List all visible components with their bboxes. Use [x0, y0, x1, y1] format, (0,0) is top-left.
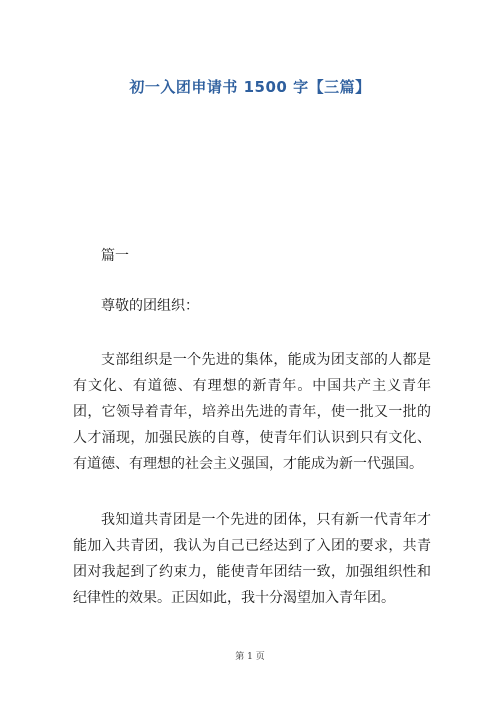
body-paragraph-1: 支部组织是一个先进的集体，能成为团支部的人都是有文化、有道德、有理想的新青年。中国共产主义青年团，它领导着青年，培养出先进的青年，使一批又一批的人才涌现，加强民族的自尊，使青年们认识到只有文化、有道德、有理想的社会主义强国，才能成为新一代强国。: [73, 352, 431, 472]
document-title: 初一入团申请书 1500 字【三篇】: [129, 78, 371, 96]
section-heading: 篇一: [101, 248, 129, 264]
page-number-footer: 第 1 页: [235, 652, 265, 662]
salutation: 尊敬的团组织：: [101, 298, 199, 314]
body-paragraph-2: 我知道共青团是一个先进的团体，只有新一代青年才能加入共青团，我认为自己已经达到了入团的要求，共青团对我起到了约束力，能使青年团结一致，加强组织性和纪律性的效果。正因如此，我十分渴望加入青年团。: [73, 512, 431, 606]
